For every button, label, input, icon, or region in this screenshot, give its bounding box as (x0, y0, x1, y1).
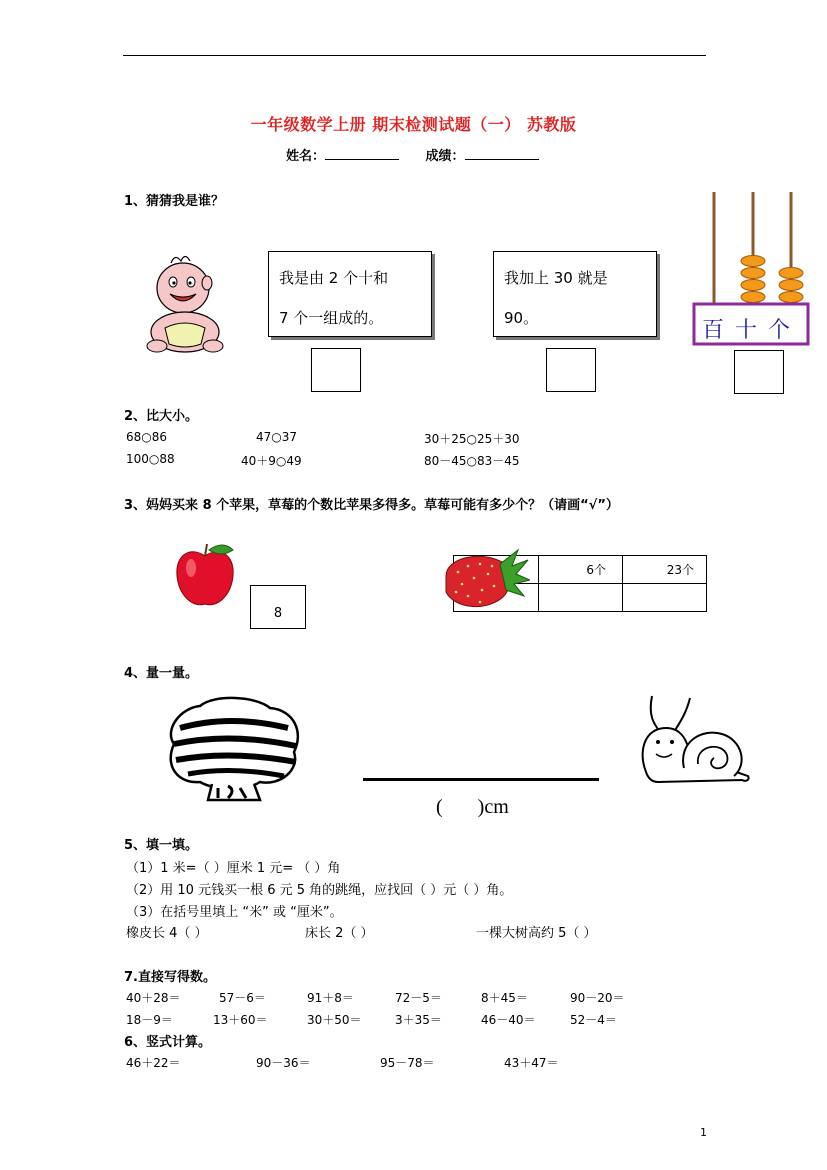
compare-1-3: 30＋25○25＋30 (424, 432, 520, 446)
measure-line (363, 778, 599, 781)
calc-1-1: 40＋28＝ (126, 991, 181, 1005)
score-blank[interactable] (465, 147, 539, 160)
option-23: 23个 (623, 556, 707, 584)
q4-heading: 4、量一量。 (124, 666, 199, 681)
calc-1-6: 90－20＝ (570, 991, 625, 1005)
riddle-box-1-line2: 7 个一组成的。 (279, 309, 384, 327)
calc-1-5: 8＋45＝ (481, 991, 528, 1005)
q5-line-1: （1）1 米=（ ）厘米 1 元= （ ）角 (126, 861, 341, 876)
vertical-calc-3: 95－78＝ (380, 1056, 435, 1070)
compare-2-2: 40＋9○49 (241, 454, 302, 468)
riddle-box-1 (268, 251, 432, 337)
calc-2-4: 3＋35＝ (395, 1013, 442, 1027)
q5-heading: 5、填一填。 (124, 838, 199, 853)
calc-2-3: 30＋50＝ (307, 1013, 362, 1027)
page-title: 一年级数学上册 期末检测试题（一） 苏教版 (250, 115, 577, 134)
vertical-calc-4: 43＋47＝ (504, 1056, 559, 1070)
riddle-box-2 (493, 251, 657, 337)
q7-heading: 7.直接写得数。 (124, 970, 216, 985)
q6-heading: 6、竖式计算。 (124, 1035, 212, 1050)
calc-1-4: 72－5＝ (395, 991, 442, 1005)
score-label: 成绩： (425, 149, 465, 164)
calc-1-3: 91＋8＝ (307, 991, 354, 1005)
apple-icon (173, 540, 237, 610)
compare-1-1: 68○86 (126, 430, 168, 444)
snail-illustration (638, 692, 758, 784)
vertical-calc-1: 46＋22＝ (126, 1056, 181, 1070)
vertical-calc-2: 90－36＝ (256, 1056, 311, 1070)
top-rule (123, 55, 706, 56)
calc-2-6: 52－4＝ (570, 1013, 617, 1027)
q2-heading: 2、比大小。 (124, 409, 199, 424)
apple-count-box (250, 585, 306, 629)
fill-item-2: 床长 2（ ） (305, 926, 374, 941)
answer-box-3[interactable] (734, 350, 784, 394)
q5-line-3: （3）在括号里填上 “米” 或 “厘米”。 (126, 905, 343, 920)
compare-2-3: 80－45○83－45 (424, 454, 520, 468)
name-score-bar (286, 145, 561, 164)
answer-box-2[interactable] (546, 348, 596, 392)
abacus-label: 百 十 个 (702, 318, 792, 343)
calc-2-2: 13＋60＝ (213, 1013, 268, 1027)
q3-heading: 3、妈妈买来 8 个苹果，草莓的个数比苹果多得多。草莓可能有多少个？（请画“√”） (124, 498, 619, 513)
option-6: 6个 (539, 556, 623, 584)
answer-box-1[interactable] (311, 348, 361, 392)
strawberry-icon (440, 546, 530, 614)
compare-1-2: 47○37 (256, 430, 298, 444)
baby-illustration (143, 250, 229, 358)
compare-2-1: 100○88 (126, 452, 175, 466)
tree-illustration (160, 694, 306, 804)
name-blank[interactable] (325, 147, 399, 160)
option-23-check[interactable] (623, 584, 707, 612)
q5-line-2: （2）用 10 元钱买一根 6 元 5 角的跳绳，应找回（ ）元（ ）角。 (126, 883, 513, 898)
fill-item-3: 一棵大树高约 5（ ） (476, 926, 597, 941)
apple-count: 8 (273, 606, 283, 621)
q1-heading: 1、猜猜我是谁？ (124, 194, 225, 209)
calc-2-1: 18－9＝ (126, 1013, 173, 1027)
fill-item-1: 橡皮长 4（ ） (126, 926, 208, 941)
name-label: 姓名： (286, 149, 326, 164)
page-number: 1 (700, 1126, 707, 1139)
option-6-check[interactable] (539, 584, 623, 612)
riddle-box-1-line1: 我是由 2 个十和 (279, 269, 389, 287)
riddle-box-2-line2: 90。 (504, 309, 539, 327)
calc-1-2: 57－6＝ (219, 991, 266, 1005)
measure-answer[interactable]: ( )cm (436, 796, 509, 818)
riddle-box-2-line1: 我加上 30 就是 (504, 269, 608, 287)
calc-2-5: 46－40＝ (481, 1013, 536, 1027)
